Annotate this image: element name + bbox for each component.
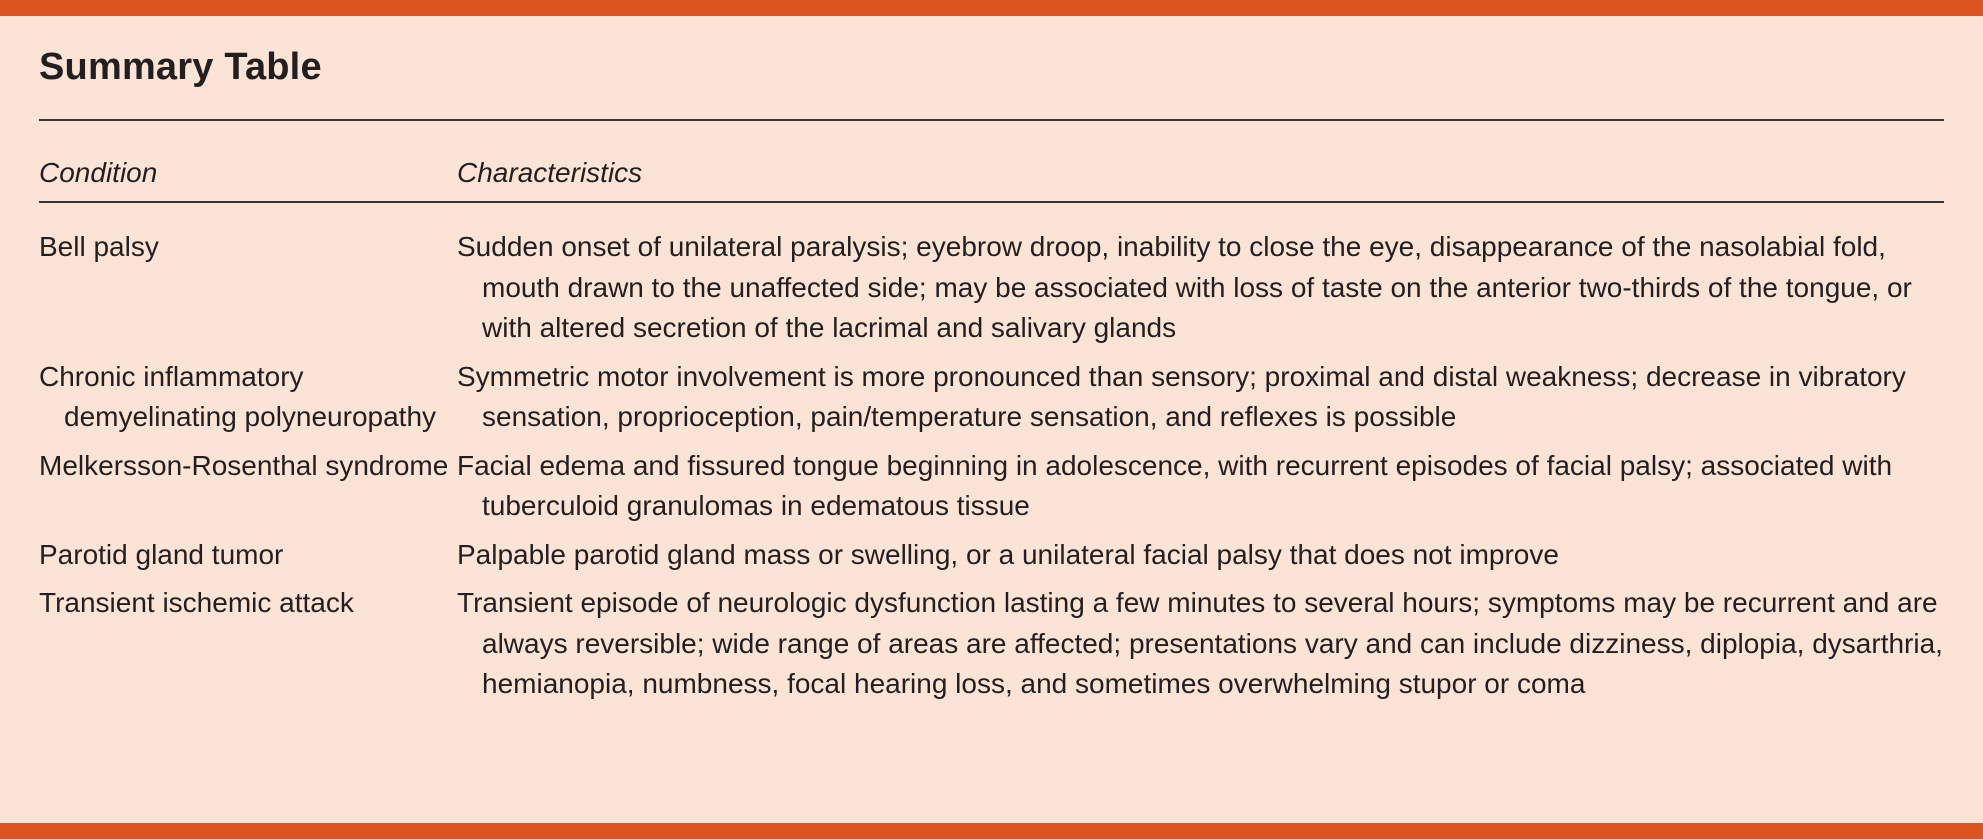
characteristics-cell: Palpable parotid gland mass or swelling, or a unilateral facial palsy that does not improve <box>457 538 1559 570</box>
table-row <box>39 535 1944 576</box>
top-accent-bar <box>0 0 1983 16</box>
table-body <box>39 227 1944 713</box>
condition-cell: Chronic inflammatory demyelinating polyneuropathy <box>39 360 437 432</box>
characteristics-cell: Facial edema and fissured tongue beginning in adolescence, with recurrent episodes of facial palsy; associated with tuberculoid granulomas in edematous tissue <box>457 449 1893 521</box>
condition-cell: Bell palsy <box>39 231 159 262</box>
header-rule <box>39 201 1944 203</box>
table-title: Summary Table <box>39 46 322 88</box>
table-row <box>39 227 1944 349</box>
table-row <box>39 357 1944 438</box>
condition-cell: Melkersson-Rosenthal syndrome <box>39 449 449 481</box>
characteristics-cell: Symmetric motor involvement is more pronounced than sensory; proximal and distal weakness; decrease in vibratory sensation, proprioception, pain/temperature sensation, and reflexes is possible <box>457 360 1906 432</box>
characteristics-cell: Transient episode of neurologic dysfunction lasting a few minutes to several hours; symptoms may be recurrent and are always reversible; wide range of areas are affected; presentations vary and can include dizziness, diplopia, dysarthria, hemianopia, numbness, focal hearing loss, and sometimes overwhelming stupor or coma <box>457 587 1943 699</box>
table-row <box>39 446 1944 527</box>
condition-cell: Parotid gland tumor <box>39 538 284 570</box>
bottom-accent-bar <box>0 823 1983 839</box>
condition-cell: Transient ischemic attack <box>39 587 354 618</box>
table-row <box>39 583 1944 705</box>
title-rule <box>39 119 1944 121</box>
column-header-characteristics: Characteristics <box>457 157 643 188</box>
characteristics-cell: Sudden onset of unilateral paralysis; eyebrow droop, inability to close the eye, disappearance of the nasolabial fold, mouth drawn to the unaffected side; may be associated with loss of taste on the anterior two-thirds of the tongue, or with altered secretion of the lacrimal and salivary glands <box>457 231 1912 343</box>
column-header-condition: Condition <box>39 157 158 188</box>
